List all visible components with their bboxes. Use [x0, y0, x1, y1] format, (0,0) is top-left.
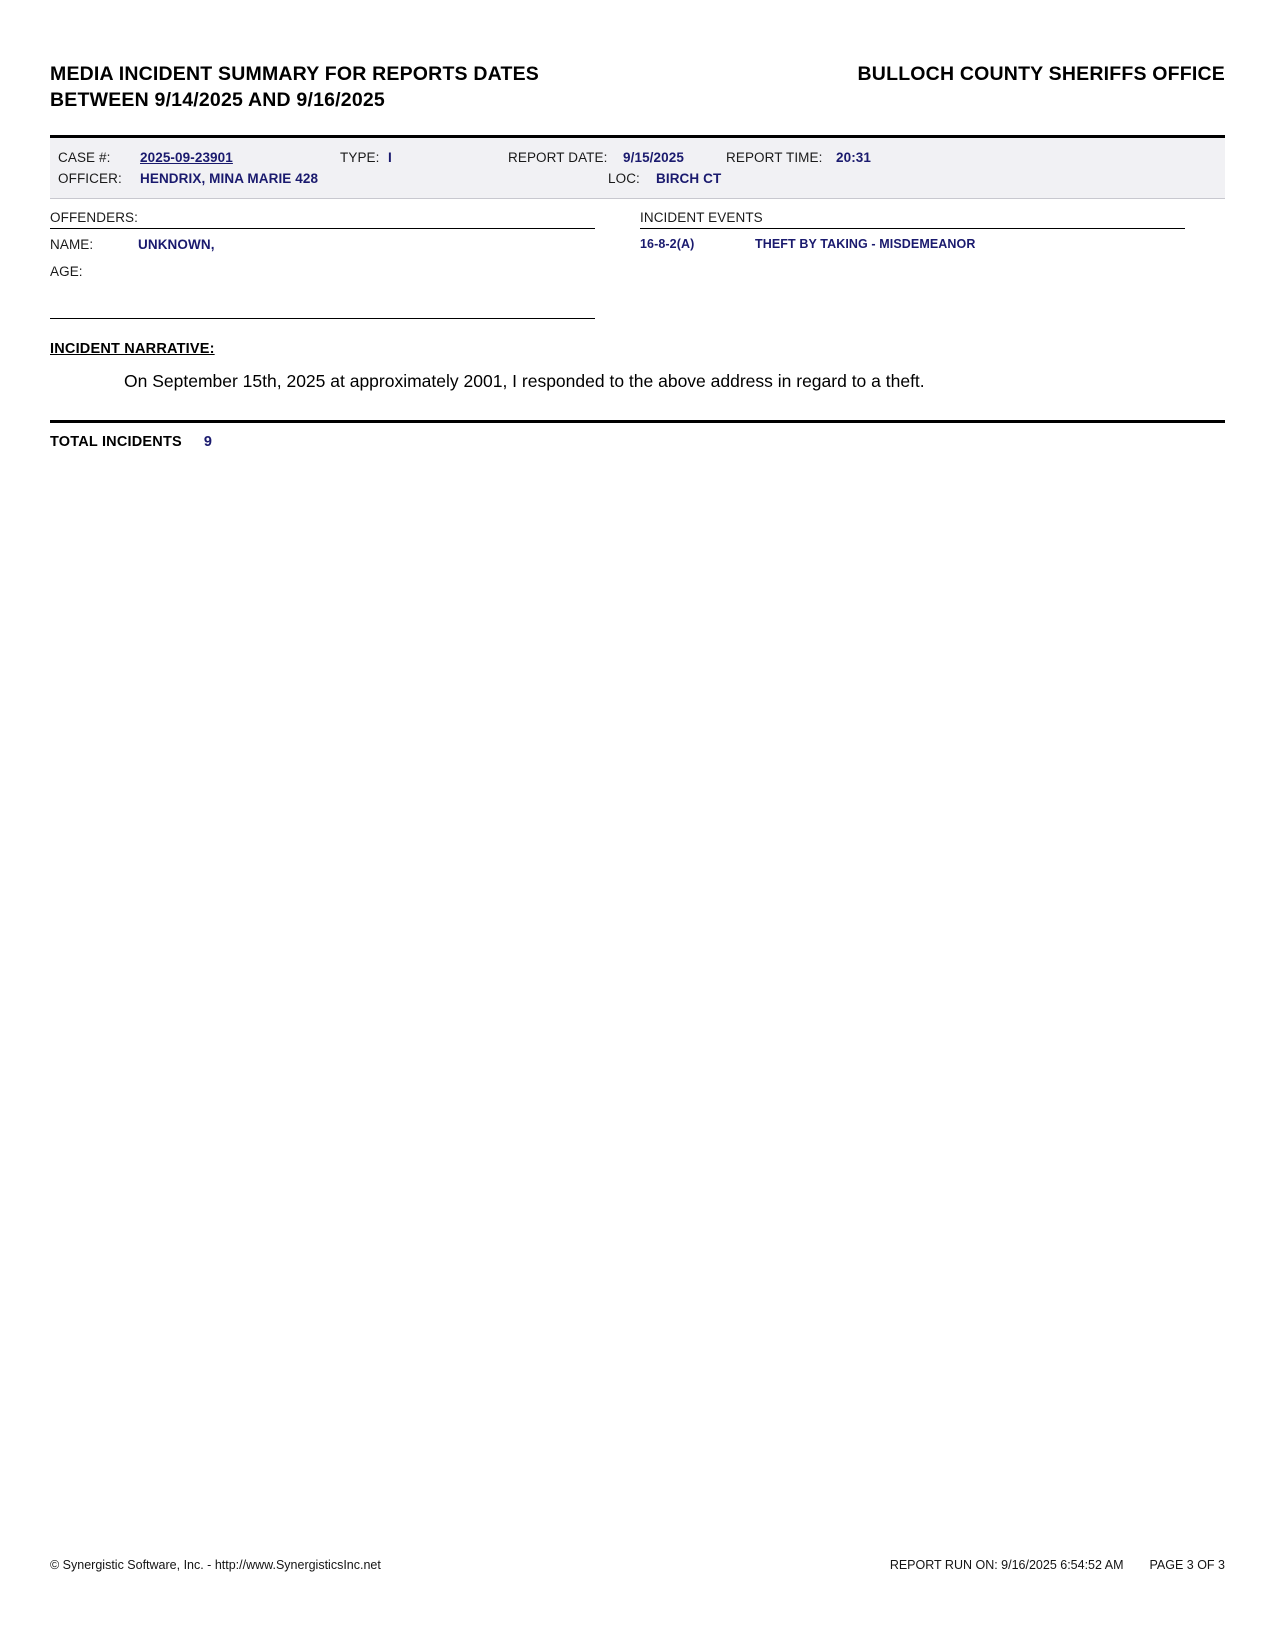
offender-name-label: NAME: — [50, 237, 94, 253]
offender-name-value: UNKNOWN, — [138, 237, 215, 253]
incident-events-heading: INCIDENT EVENTS — [640, 210, 1185, 229]
offender-age-row — [50, 256, 595, 282]
case-number-label: CASE #: — [58, 150, 111, 166]
total-incidents-row — [50, 423, 1225, 450]
case-row-secondary — [50, 169, 1225, 190]
footer-run-on: REPORT RUN ON: 9/16/2025 6:54:52 AM — [889, 1558, 1124, 1572]
offender-age-label: AGE: — [50, 263, 83, 279]
offenders-divider — [50, 318, 595, 319]
report-time-label: REPORT TIME: — [726, 150, 823, 166]
offender-name-row — [50, 229, 595, 255]
location-value: BIRCH CT — [656, 171, 722, 187]
case-summary-block — [50, 138, 1225, 199]
location-label: LOC: — [608, 171, 640, 187]
officer-value: HENDRIX, MINA MARIE 428 — [140, 171, 319, 187]
type-label: TYPE: — [340, 150, 380, 166]
report-time-value: 20:31 — [836, 150, 872, 166]
report-date-value: 9/15/2025 — [623, 150, 684, 166]
footer-copyright: © Synergistic Software, Inc. - http://www.SynergisticsInc.net — [50, 1558, 381, 1572]
offenders-column — [50, 210, 595, 319]
report-date-label: REPORT DATE: — [508, 150, 608, 166]
page-footer — [50, 1558, 1225, 1572]
case-row-primary — [50, 148, 1225, 169]
page-title: MEDIA INCIDENT SUMMARY FOR REPORTS DATES BETWEEN 9/14/2025 AND 9/16/2025 — [50, 63, 540, 111]
incident-event-row — [640, 229, 1185, 251]
total-incidents-value: 9 — [203, 433, 213, 450]
incident-event-description: THEFT BY TAKING - MISDEMEANOR — [755, 237, 976, 252]
officer-label: OFFICER: — [58, 171, 122, 187]
total-incidents-label: TOTAL INCIDENTS — [50, 433, 182, 450]
incident-narrative-section — [50, 319, 1225, 396]
narrative-label: INCIDENT NARRATIVE: — [50, 340, 215, 357]
incident-events-column — [640, 210, 1185, 319]
case-number-value[interactable]: 2025-09-23901 — [140, 150, 233, 166]
report-header — [50, 0, 1225, 113]
agency-name: BULLOCH COUNTY SHERIFFS OFFICE — [857, 63, 1225, 85]
narrative-text: On September 15th, 2025 at approximately 2001, I responded to the above address in regard to a theft. — [124, 370, 925, 391]
footer-right — [890, 1558, 1225, 1572]
footer-page-number: PAGE 3 OF 3 — [1149, 1558, 1225, 1572]
offenders-events-block — [50, 199, 1225, 319]
offenders-heading: OFFENDERS: — [50, 210, 595, 229]
type-value: I — [388, 150, 392, 166]
incident-event-code: 16-8-2(A) — [640, 237, 695, 252]
